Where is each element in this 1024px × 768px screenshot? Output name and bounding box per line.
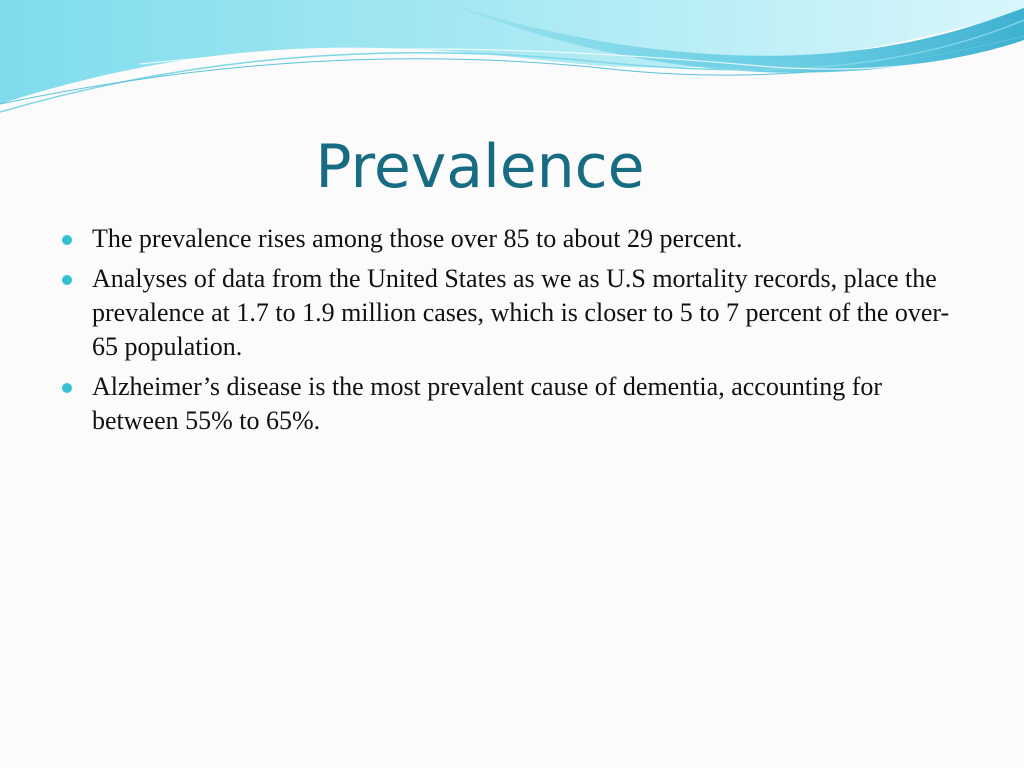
bullet-item: [62, 262, 962, 364]
bullet-text: Analyses of data from the United States as we as U.S mortality records, place the prevalence at 1.7 to 1.9 million cases, which is closer to 5 to 7 percent of the over-65 population.: [92, 264, 950, 361]
bullet-dot-icon: [62, 383, 72, 393]
bullet-dot-icon: [62, 235, 72, 245]
bullet-list: [62, 222, 962, 444]
bullet-dot-icon: [62, 275, 72, 285]
wave-decoration: [0, 0, 1024, 140]
bullet-item: [62, 370, 962, 438]
bullet-text: The prevalence rises among those over 85 to about 29 percent.: [92, 224, 743, 253]
bullet-item: [62, 222, 962, 256]
slide-title: Prevalence: [315, 132, 645, 202]
bullet-text: Alzheimer’s disease is the most prevalent cause of dementia, accounting for between 55% to 65%.: [92, 372, 883, 435]
